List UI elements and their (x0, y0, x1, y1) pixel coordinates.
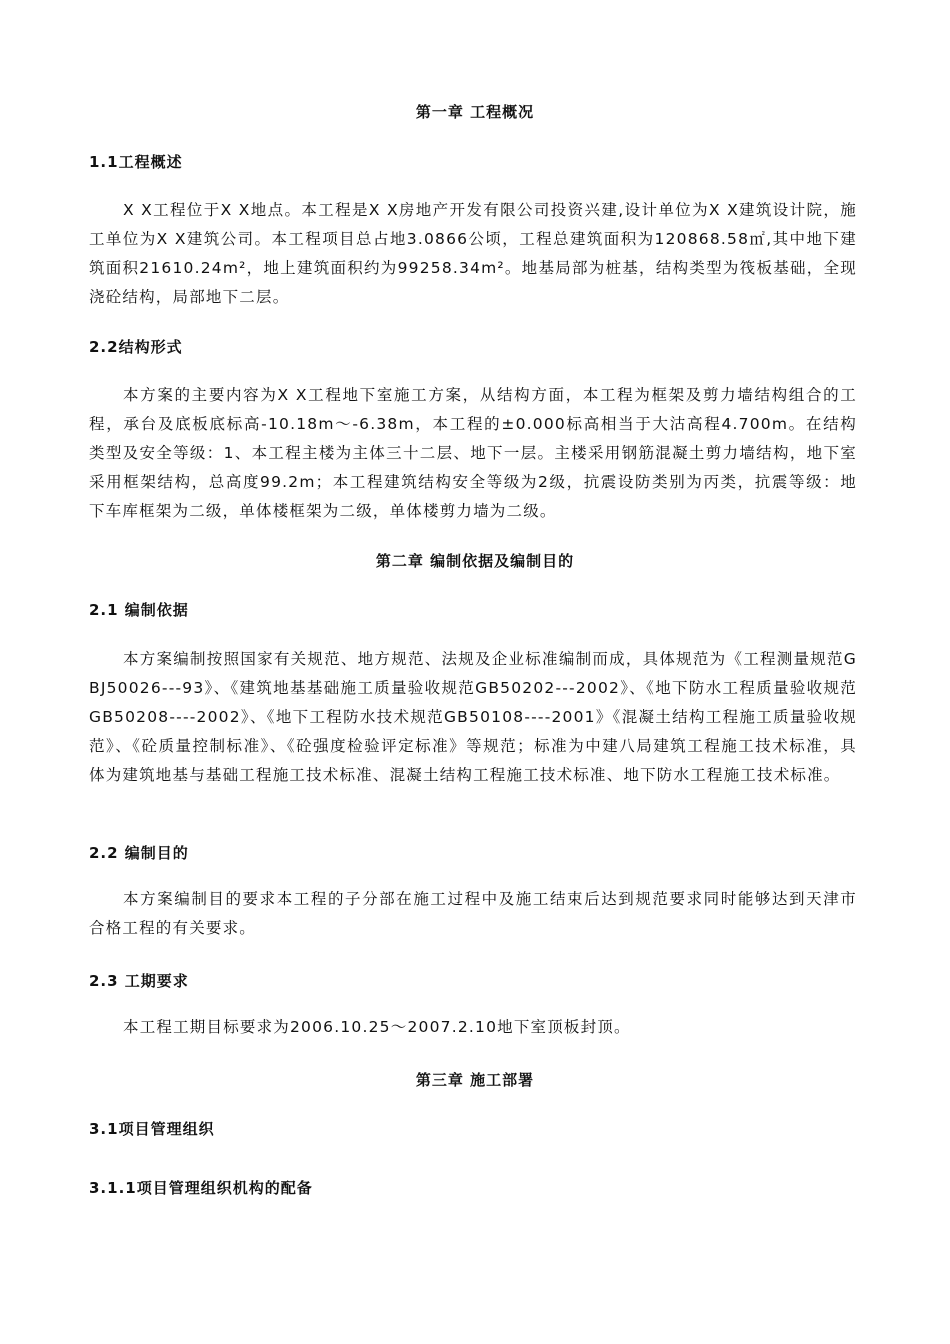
section-2-2-purpose-body: 本方案编制目的要求本工程的子分部在施工过程中及施工结束后达到规范要求同时能够达到天津市合格工程的有关要求。 (89, 890, 857, 937)
section-2-1-heading: 2.1 编制依据 (89, 601, 189, 619)
section-3-1-heading: 3.1项目管理组织 (89, 1120, 215, 1138)
section-2-1-body: 本方案编制按照国家有关规范、地方规范、法规及企业标准编制而成，具体规范为《工程测量规范GBJ50026---93》、《建筑地基基础施工质量验收规范GB50202---2002》、《地下防水工程质量验收规范GB50208----2002》、《地下工程防水技术规范GB50108----2001》《混凝土结构工程施工质量验收规范》、《砼质量控制标准》、《砼强度检验评定标准》等规范；标准为中建八局建筑工程施工技术标准，具体为建筑地基与基础工程施工技术标准、混凝土结构工程施工技术标准、地下防水工程施工技术标准。 (89, 650, 857, 784)
section-2-2-structure-body: 本方案的主要内容为X X工程地下室施工方案，从结构方面，本工程为框架及剪力墙结构组合的工程，承台及底板底标高-10.18m～-6.38m，本工程的±0.000标高相当于大沽高程4.700m。在结构类型及安全等级：1、本工程主楼为主体三十二层、地下一层。主楼采用钢筋混凝土剪力墙结构，地下室采用框架结构，总高度99.2m；本工程建筑结构安全等级为2级，抗震设防类别为丙类，抗震等级：地下车库框架为二级，单体楼框架为二级，单体楼剪力墙为二级。 (89, 386, 857, 520)
section-2-3-body: 本工程工期目标要求为2006.10.25～2007.2.10地下室顶板封顶。 (123, 1018, 631, 1036)
section-1-1-heading: 1.1工程概述 (89, 153, 183, 171)
section-2-2-structure-heading: 2.2结构形式 (89, 338, 183, 356)
chapter-3-title: 第三章 施工部署 (415, 1071, 535, 1089)
chapter-2-title: 第二章 编制依据及编制目的 (375, 552, 575, 570)
section-1-1-body: X X工程位于X X地点。本工程是X X房地产开发有限公司投资兴建,设计单位为X X建筑设计院，施工单位为X X建筑公司。本工程项目总占地3.0866公顷，工程总建筑面积为120868.58㎡,其中地下建筑面积21610.24m²，地上建筑面积约为99258.34m²。地基局部为桩基，结构类型为筏板基础，全现浇砼结构，局部地下二层。 (89, 201, 857, 306)
chapter-1-title: 第一章 工程概况 (415, 103, 535, 121)
section-2-3-heading: 2.3 工期要求 (89, 972, 189, 990)
section-2-2-purpose-heading: 2.2 编制目的 (89, 844, 189, 862)
section-3-1-1-heading: 3.1.1项目管理组织机构的配备 (89, 1179, 313, 1197)
